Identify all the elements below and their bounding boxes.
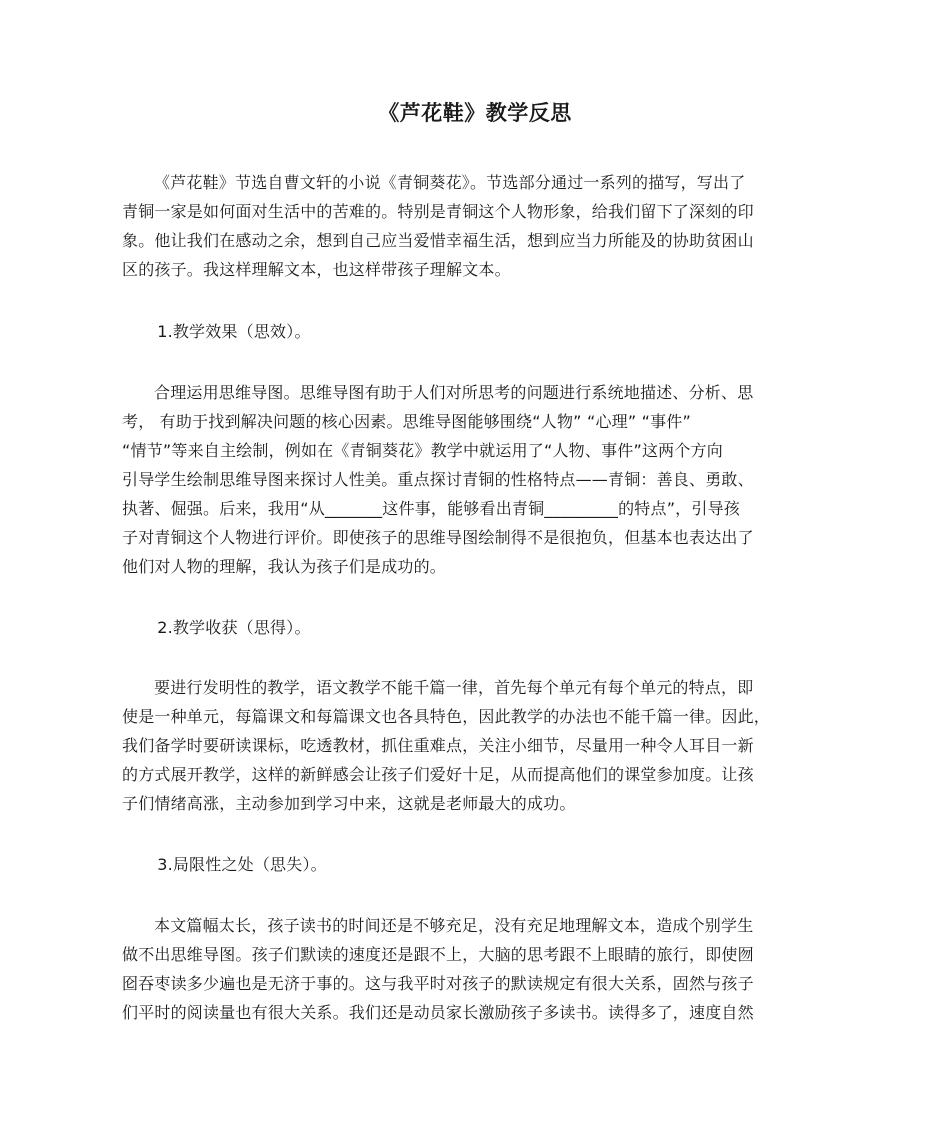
document-title: 《芦花鞋》教学反思: [378, 101, 572, 125]
intro-paragraph: [122, 168, 834, 284]
paragraph-line: 我们备学时要研读课标，吃透教材，抓住重难点，关注小细节，尽量用一种令人耳目一新: [122, 736, 754, 755]
paragraph-line: 囵吞枣读多少遍也是无济于事的。这与我平时对孩子的默读规定有很大关系，固然与孩子: [122, 974, 754, 993]
section-heading-gains: 2.教学收获（思得）。: [157, 618, 311, 637]
paragraph-line: 考， 有助于找到解决问题的核心因素。思维导图能够围绕“人物” “心理” “事件”: [122, 412, 691, 431]
paragraph-line: 要进行发明性的教学，语文教学不能千篇一律，首先每个单元有每个单元的特点，即: [154, 678, 754, 697]
paragraph-line: 做不出思维导图。孩子们默读的速度还是跟不上，大脑的思考跟不上眼睛的旅行，即使囫: [122, 945, 754, 964]
paragraph-line: 本文篇幅太长，孩子读书的时间还是不够充足，没有充足地理解文本，造成个别学生: [154, 916, 754, 935]
section-heading-effects: 1.教学效果（思效）。: [157, 322, 311, 341]
paragraph-line: 他们对人物的理解，我认为孩子们是成功的。: [122, 557, 447, 576]
paragraph-line: 引导学生绘制思维导图来探讨人性美。重点探讨青铜的性格特点——青铜：善良、勇敢、: [122, 470, 754, 489]
paragraph-line: 子们情绪高涨，主动参加到学习中来，这就是老师最大的成功。: [122, 794, 576, 813]
paragraph-line: 子对青铜这个人物进行评价。即使孩子的思维导图绘制得不是很抱负，但基本也表达出了: [122, 528, 754, 547]
paragraph-line: 执著、倔强。后来，我用“从_______这件事，能够看出青铜_________的特点”，引导孩: [122, 499, 740, 518]
section1-paragraph: [122, 378, 834, 581]
paragraph-line: 合理运用思维导图。思维导图有助于人们对所思考的问题进行系统地描述、分析、思: [154, 383, 754, 402]
paragraph-line: 区的孩子。我这样理解文本，也这样带孩子理解文本。: [122, 260, 511, 279]
paragraph-line: 的方式展开教学，这样的新鲜感会让孩子们爱好十足，从而提高他们的课堂参加度。让孩: [122, 765, 754, 784]
paragraph-line: 使是一种单元，每篇课文和每篇课文也各具特色，因此教学的办法也不能千篇一律。因此，: [122, 707, 771, 726]
paragraph-line: 象。他让我们在感动之余，想到自己应当爱惜幸福生活，想到应当力所能及的协助贫困山: [122, 231, 754, 250]
paragraph-line: 青铜一家是如何面对生活中的苦难的。特别是青铜这个人物形象，给我们留下了深刻的印: [122, 202, 754, 221]
paragraph-line: 《芦花鞋》节选自曹文轩的小说《青铜葵花》。节选部分通过一系列的描写，写出了: [154, 173, 746, 192]
section-heading-limitations: 3.局限性之处（思失）。: [157, 855, 327, 874]
section2-paragraph: [122, 673, 834, 818]
paragraph-line: “情节”等来自主绘制，例如在《青铜葵花》教学中就运用了“人物、事件”这两个方向: [122, 441, 723, 460]
paragraph-line: 们平时的阅读量也有很大关系。我们还是动员家长激励孩子多读书。读得多了，速度自然: [122, 1003, 754, 1022]
section3-paragraph: [122, 911, 834, 1027]
